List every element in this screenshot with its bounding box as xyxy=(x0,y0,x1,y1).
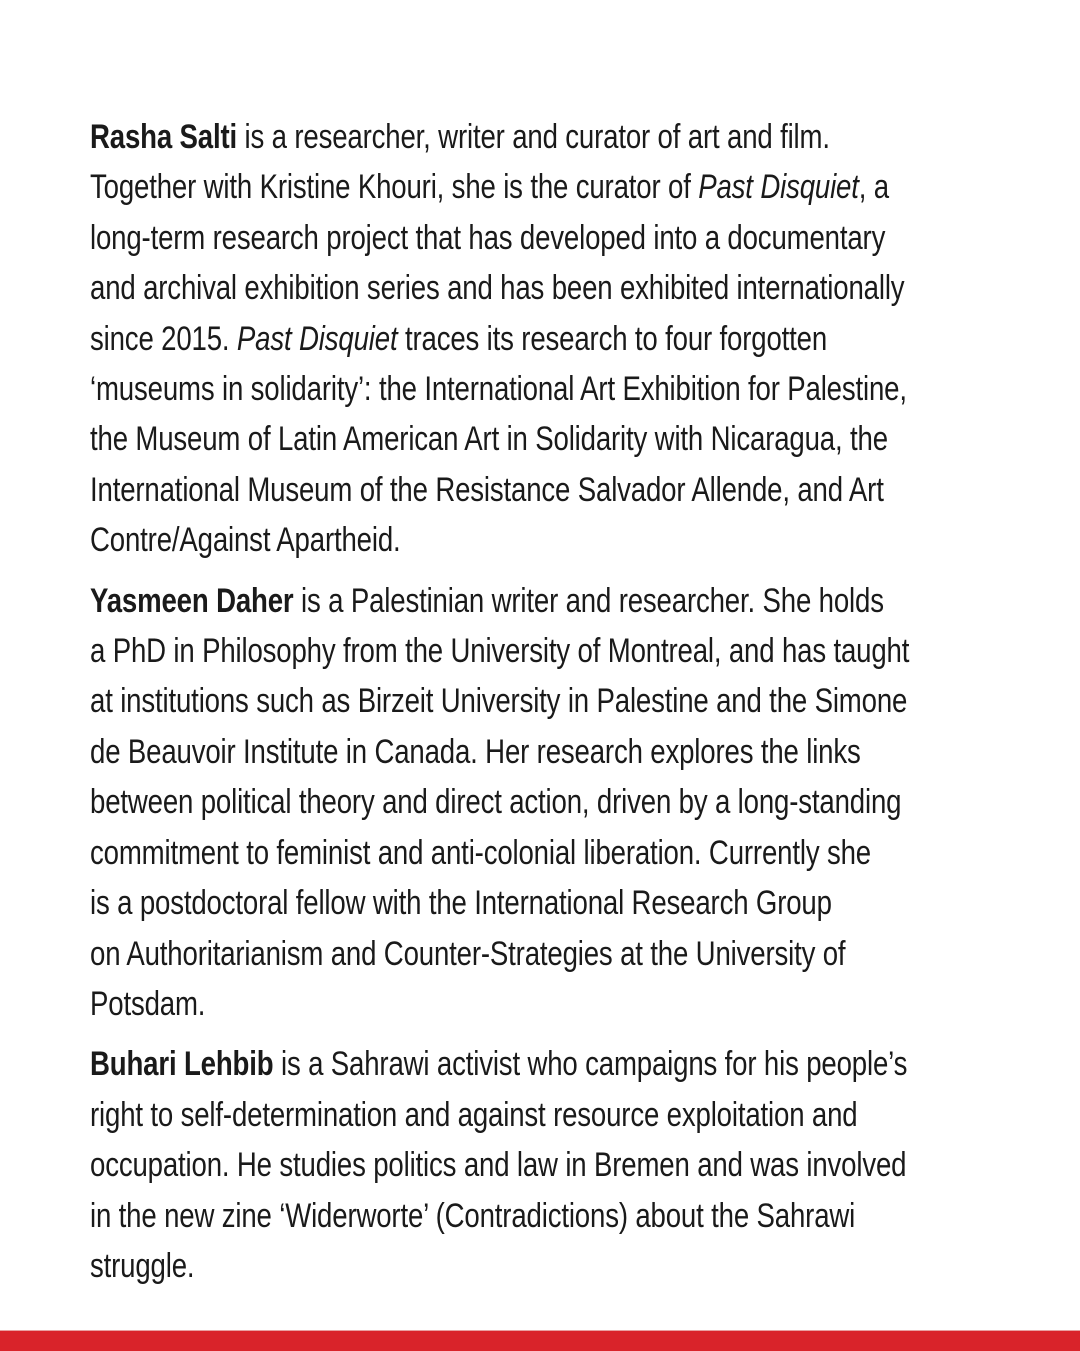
person-name: Yasmeen Daher xyxy=(90,581,294,620)
bio-text-line xyxy=(90,314,970,364)
bio-text: on Authoritarianism and Counter-Strategies at the University of xyxy=(90,934,846,973)
bio-text: a PhD in Philosophy from the University of Montreal, and has taught xyxy=(90,632,910,671)
bio-text: Contre/Against Apartheid. xyxy=(90,521,401,560)
bio-yasmeen-daher xyxy=(90,576,970,1030)
bio-text: is a postdoctoral fellow with the International Research Group xyxy=(90,884,832,923)
bio-text-line xyxy=(90,364,970,414)
person-name: Buhari Lehbib xyxy=(90,1045,274,1084)
bio-text-line xyxy=(90,1090,970,1140)
bio-text-line xyxy=(90,929,970,979)
bio-text: is a Sahrawi activist who campaigns for his people’s xyxy=(273,1045,908,1084)
bio-text-line xyxy=(90,162,970,212)
bio-text: is a researcher, writer and curator of art and film. xyxy=(237,118,830,156)
exhibition-title: Past Disquiet xyxy=(698,168,859,207)
bio-text: is a Palestinian writer and researcher. She holds xyxy=(293,581,884,620)
bio-text-line xyxy=(90,828,970,878)
bio-text: since 2015. xyxy=(90,319,237,358)
bio-text: Together with Kristine Khouri, she is the curator of xyxy=(90,168,699,207)
bio-text-line xyxy=(90,414,970,464)
bio-text-line xyxy=(90,1191,970,1241)
bio-text-line xyxy=(90,515,970,565)
bio-text-line xyxy=(90,465,970,515)
bio-text-line xyxy=(90,777,970,827)
bio-text-line xyxy=(90,1140,970,1190)
bios-document xyxy=(90,112,970,1301)
bio-text: ‘museums in solidarity’: the International Art Exhibition for Palestine, xyxy=(90,370,907,409)
bio-buhari-lehbib xyxy=(90,1039,970,1291)
bio-text: Potsdam. xyxy=(90,984,206,1023)
person-name: Rasha Salti xyxy=(90,118,238,156)
bio-text-line xyxy=(90,1241,970,1291)
bio-text: in the new zine ‘Widerworte’ (Contradictions) about the Sahrawi xyxy=(90,1196,856,1235)
red-accent-bar xyxy=(0,1331,1080,1351)
exhibition-title: Past Disquiet xyxy=(236,319,398,358)
bio-text: the Museum of Latin American Art in Solidarity with Nicaragua, the xyxy=(90,420,888,459)
bio-text: de Beauvoir Institute in Canada. Her research explores the links xyxy=(90,732,861,771)
bio-text: International Museum of the Resistance Salvador Allende, and Art xyxy=(90,470,884,509)
bio-text: , a xyxy=(858,168,889,207)
bio-text-line xyxy=(90,727,970,777)
bio-text: traces its research to four forgotten xyxy=(397,319,828,358)
bio-text-line xyxy=(90,263,970,313)
bio-text: commitment to feminist and anti-colonial liberation. Currently she xyxy=(90,833,871,872)
bio-rasha-salti xyxy=(90,112,970,566)
bio-text-line xyxy=(90,676,970,726)
bio-text: occupation. He studies politics and law in Bremen and was involved xyxy=(90,1146,907,1185)
bio-text: struggle. xyxy=(90,1246,195,1285)
bio-text-line xyxy=(90,1039,970,1089)
bio-text-line xyxy=(90,626,970,676)
bio-text-line xyxy=(90,576,970,626)
bio-text: right to self-determination and against resource exploitation and xyxy=(90,1095,858,1134)
bio-text: at institutions such as Birzeit University in Palestine and the Simone xyxy=(90,682,908,721)
bio-text: long-term research project that has developed into a documentary xyxy=(90,218,886,257)
bio-text: and archival exhibition series and has been exhibited internationally xyxy=(90,269,905,308)
bio-text-line xyxy=(90,112,970,162)
bio-text-line xyxy=(90,878,970,928)
bio-text: between political theory and direct action, driven by a long-standing xyxy=(90,783,902,822)
bio-text-line xyxy=(90,979,970,1029)
bio-text-line xyxy=(90,213,970,263)
